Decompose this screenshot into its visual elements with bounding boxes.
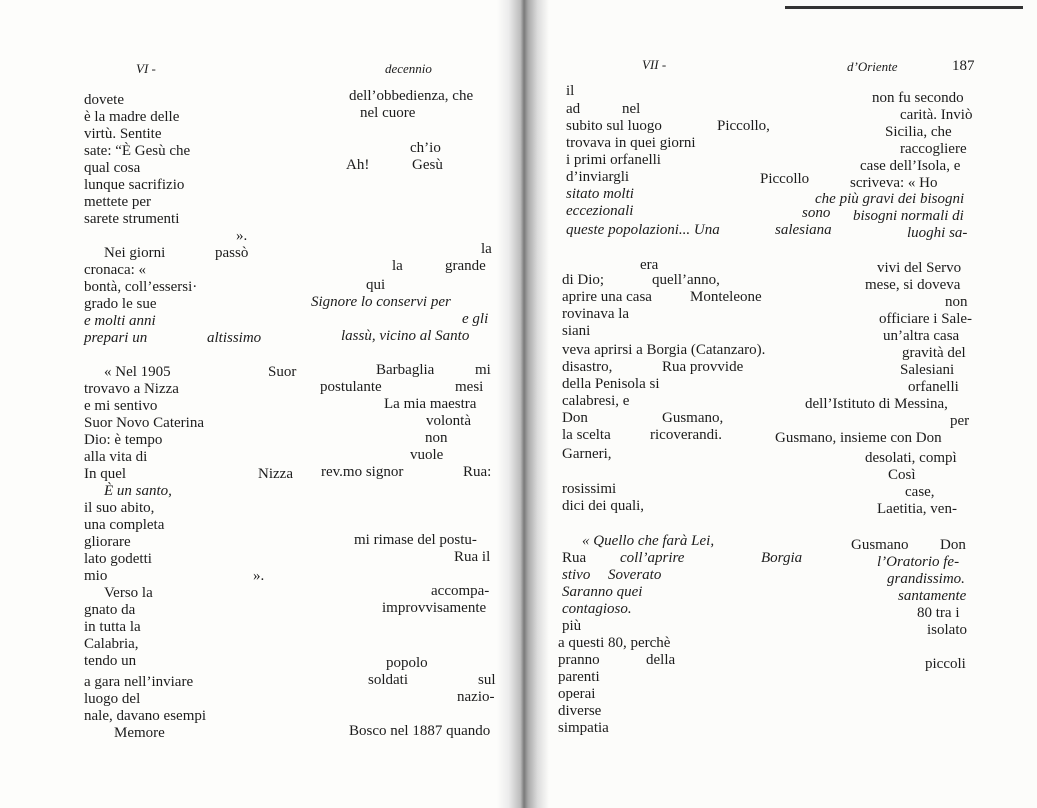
- text-line: più: [562, 618, 582, 634]
- text-line: cronaca: «: [84, 262, 147, 278]
- text-line: Gesù: [412, 157, 443, 173]
- text-line: Piccollo: [760, 171, 810, 187]
- text-line: dovete: [84, 92, 124, 108]
- text-fragment: Suor: [268, 364, 297, 380]
- text-line: volontà: [426, 413, 471, 429]
- text-line: mio: [84, 568, 108, 584]
- running-head-chapter: VII -: [642, 57, 667, 72]
- running-head-title: decennio: [385, 61, 432, 76]
- text-line: postulante: [320, 379, 382, 395]
- text-line: gravità del: [902, 345, 966, 361]
- text-line: 80 tra i: [917, 605, 960, 621]
- text-line: in tutta la: [84, 619, 141, 635]
- text-fragment: ».: [253, 568, 265, 584]
- text-line: Nei giorni: [104, 245, 166, 261]
- text-line: vuole: [410, 447, 444, 463]
- text-line: Così: [888, 467, 916, 483]
- text-line: grande: [445, 258, 486, 274]
- text-line: simpatia: [558, 720, 609, 736]
- text-line: la: [481, 241, 492, 257]
- text-line: non: [425, 430, 448, 446]
- text-line: non fu secondo: [872, 90, 964, 106]
- text-line: Gusmano: [851, 537, 909, 553]
- text-line: raccogliere: [900, 141, 967, 157]
- text-line: lato godetti: [84, 551, 152, 567]
- text-fragment: passò: [215, 245, 249, 261]
- text-line: vivi del Servo: [877, 260, 962, 276]
- text-line: operai: [558, 686, 596, 702]
- text-line: Saranno quei: [562, 584, 643, 600]
- text-fragment: salesiana: [775, 222, 832, 238]
- text-line: qui: [366, 277, 386, 293]
- text-line: nazio-: [457, 689, 495, 705]
- top-rule: [785, 6, 1023, 9]
- right-page: [515, 0, 1037, 808]
- text-line: case dell’Isola, e: [860, 158, 961, 174]
- text-line: diverse: [558, 703, 602, 719]
- text-line: Bosco nel 1887 quando: [349, 723, 491, 739]
- text-line: alla vita di: [84, 449, 148, 465]
- text-line: stivo: [562, 567, 591, 583]
- text-line: un’altra casa: [883, 328, 960, 344]
- text-line: dici dei quali,: [562, 498, 645, 514]
- text-line: di Dio;: [562, 272, 605, 288]
- text-line: ad: [566, 101, 581, 117]
- text-line: d’inviargli: [566, 169, 630, 185]
- text-line: Garneri,: [562, 446, 612, 462]
- text-line: sitato molti: [566, 186, 634, 202]
- text-line: grandissimo.: [887, 571, 965, 587]
- text-line: Ah!: [346, 157, 370, 173]
- text-fragment: ».: [236, 228, 248, 244]
- text-fragment: altissimo: [207, 330, 262, 346]
- text-line: contagioso.: [562, 601, 632, 617]
- text-line: a questi 80, perchè: [558, 635, 671, 651]
- text-line: trovava in quei giorni: [566, 135, 696, 151]
- text-line: il suo abito,: [84, 500, 155, 516]
- text-line: Monteleone: [690, 289, 762, 305]
- text-line: una completa: [84, 517, 165, 533]
- text-line: che più gravi dei bisogni: [815, 191, 965, 207]
- text-line: Rua: [562, 550, 587, 566]
- text-line: « Quello che farà Lei,: [582, 533, 715, 549]
- text-line: dell’Istituto di Messina,: [805, 396, 948, 412]
- text-line: e mi sentivo: [84, 398, 158, 414]
- text-line: e gli: [462, 311, 489, 327]
- text-line: Verso la: [104, 585, 153, 601]
- text-line: Salesiani: [900, 362, 955, 378]
- text-line: quell’anno,: [652, 272, 720, 288]
- text-line: bontà, coll’essersi·: [84, 279, 198, 295]
- text-line: siani: [562, 323, 591, 339]
- text-line: a gara nell’inviare: [84, 674, 194, 690]
- text-line: Signore lo conservi per: [311, 294, 451, 310]
- text-line: pranno: [558, 652, 600, 668]
- text-line: piccoli: [925, 656, 966, 672]
- text-line: trovavo a Nizza: [84, 381, 179, 397]
- text-line: la: [392, 258, 403, 274]
- text-line: Gusmano, insieme con Don: [775, 430, 942, 446]
- text-line: e molti anni: [84, 313, 156, 329]
- book-gutter: [497, 0, 549, 808]
- text-line: Dio: è tempo: [84, 432, 163, 448]
- text-line: bisogni normali di: [853, 208, 964, 224]
- text-line: popolo: [386, 655, 428, 671]
- text-line: nale, davano esempi: [84, 708, 207, 724]
- text-line: Don: [562, 410, 588, 426]
- text-line: sate: “È Gesù che: [84, 143, 191, 159]
- text-line: mi: [475, 362, 491, 378]
- text-line: parenti: [558, 669, 600, 685]
- text-line: Barbaglia: [376, 362, 435, 378]
- text-line: eccezionali: [566, 203, 634, 219]
- text-line: Rua:: [463, 464, 492, 480]
- text-line: prepari un: [84, 330, 148, 346]
- text-line: Gusmano,: [662, 410, 724, 426]
- text-line: sarete strumenti: [84, 211, 180, 227]
- left-page: [0, 0, 515, 808]
- text-line: Rua provvide: [662, 359, 744, 375]
- text-line: luoghi sa-: [907, 225, 968, 241]
- text-line: « Nel 1905: [104, 364, 171, 380]
- text-line: aprire una casa: [562, 289, 652, 305]
- text-line: sul: [478, 672, 496, 688]
- text-line: lassù, vicino al Santo: [341, 328, 470, 344]
- text-line: carità. Inviò: [900, 107, 973, 123]
- text-line: mese, si doveva: [865, 277, 961, 293]
- text-line: È un santo,: [104, 483, 172, 499]
- text-line: mettete per: [84, 194, 152, 210]
- text-line: virtù. Sentite: [84, 126, 162, 142]
- text-line: grado le sue: [84, 296, 157, 312]
- text-fragment: Nizza: [258, 466, 293, 482]
- text-line: ricoverandi.: [650, 427, 723, 443]
- text-line: mesi: [455, 379, 484, 395]
- text-line: il: [566, 83, 575, 99]
- text-line: nel cuore: [360, 105, 416, 121]
- text-line: orfanelli: [908, 379, 959, 395]
- text-line: In quel: [84, 466, 127, 482]
- text-line: la scelta: [562, 427, 611, 443]
- text-line: gnato da: [84, 602, 136, 618]
- text-line: Laetitia, ven-: [877, 501, 957, 517]
- text-line: Piccollo,: [717, 118, 770, 134]
- text-line: della Penisola si: [562, 376, 660, 392]
- text-line: non: [945, 294, 968, 310]
- text-line: desolati, compì: [865, 450, 957, 466]
- text-line: Soverato: [608, 567, 662, 583]
- text-line: tendo un: [84, 653, 137, 669]
- page-number: 187: [952, 58, 975, 74]
- text-line: mi rimase del postu-: [354, 532, 477, 548]
- text-line: case,: [905, 484, 935, 500]
- text-line: improvvisamente: [382, 600, 487, 616]
- text-line: Sicilia, che: [885, 124, 952, 140]
- text-line: nel: [622, 101, 641, 117]
- text-line: della: [646, 652, 676, 668]
- text-line: queste popolazioni... Una: [566, 222, 720, 238]
- text-line: isolato: [927, 622, 967, 638]
- text-line: Memore: [114, 725, 165, 741]
- running-head-chapter: VI -: [136, 61, 156, 76]
- text-line: scriveva: « Ho: [850, 175, 938, 191]
- text-line: gliorare: [84, 534, 131, 550]
- text-line: luogo del: [84, 691, 141, 707]
- text-line: subito sul luogo: [566, 118, 662, 134]
- text-line: calabresi, e: [562, 393, 630, 409]
- text-line: rovinava la: [562, 306, 630, 322]
- text-line: i primi orfanelli: [566, 152, 661, 168]
- text-line: rev.mo signor: [321, 464, 404, 480]
- text-line: lunque sacrifizio: [84, 177, 185, 193]
- text-line: dell’obbedienza, che: [349, 88, 474, 104]
- text-line: Calabria,: [84, 636, 139, 652]
- text-line: accompa-: [431, 583, 490, 599]
- text-line: disastro,: [562, 359, 613, 375]
- text-line: è la madre delle: [84, 109, 180, 125]
- text-line: rosissimi: [562, 481, 617, 497]
- text-line: qual cosa: [84, 160, 141, 176]
- text-line: veva aprirsi a Borgia (Catanzaro).: [562, 342, 766, 358]
- text-line: santamente: [898, 588, 967, 604]
- running-head-title: d’Oriente: [847, 59, 898, 74]
- text-line: Rua il: [454, 549, 491, 565]
- text-line: soldati: [368, 672, 408, 688]
- text-line: Don: [940, 537, 966, 553]
- text-line: Suor Novo Caterina: [84, 415, 204, 431]
- text-fragment: sono: [802, 205, 831, 221]
- text-line: ch’io: [410, 140, 441, 156]
- text-line: officiare i Sale-: [879, 311, 973, 327]
- text-line: per: [950, 413, 970, 429]
- text-line: coll’aprire: [620, 550, 685, 566]
- text-fragment: Borgia: [761, 550, 803, 566]
- text-line: La mia maestra: [384, 396, 477, 412]
- text-line: l’Oratorio fe-: [877, 554, 960, 570]
- text-line: era: [640, 257, 659, 273]
